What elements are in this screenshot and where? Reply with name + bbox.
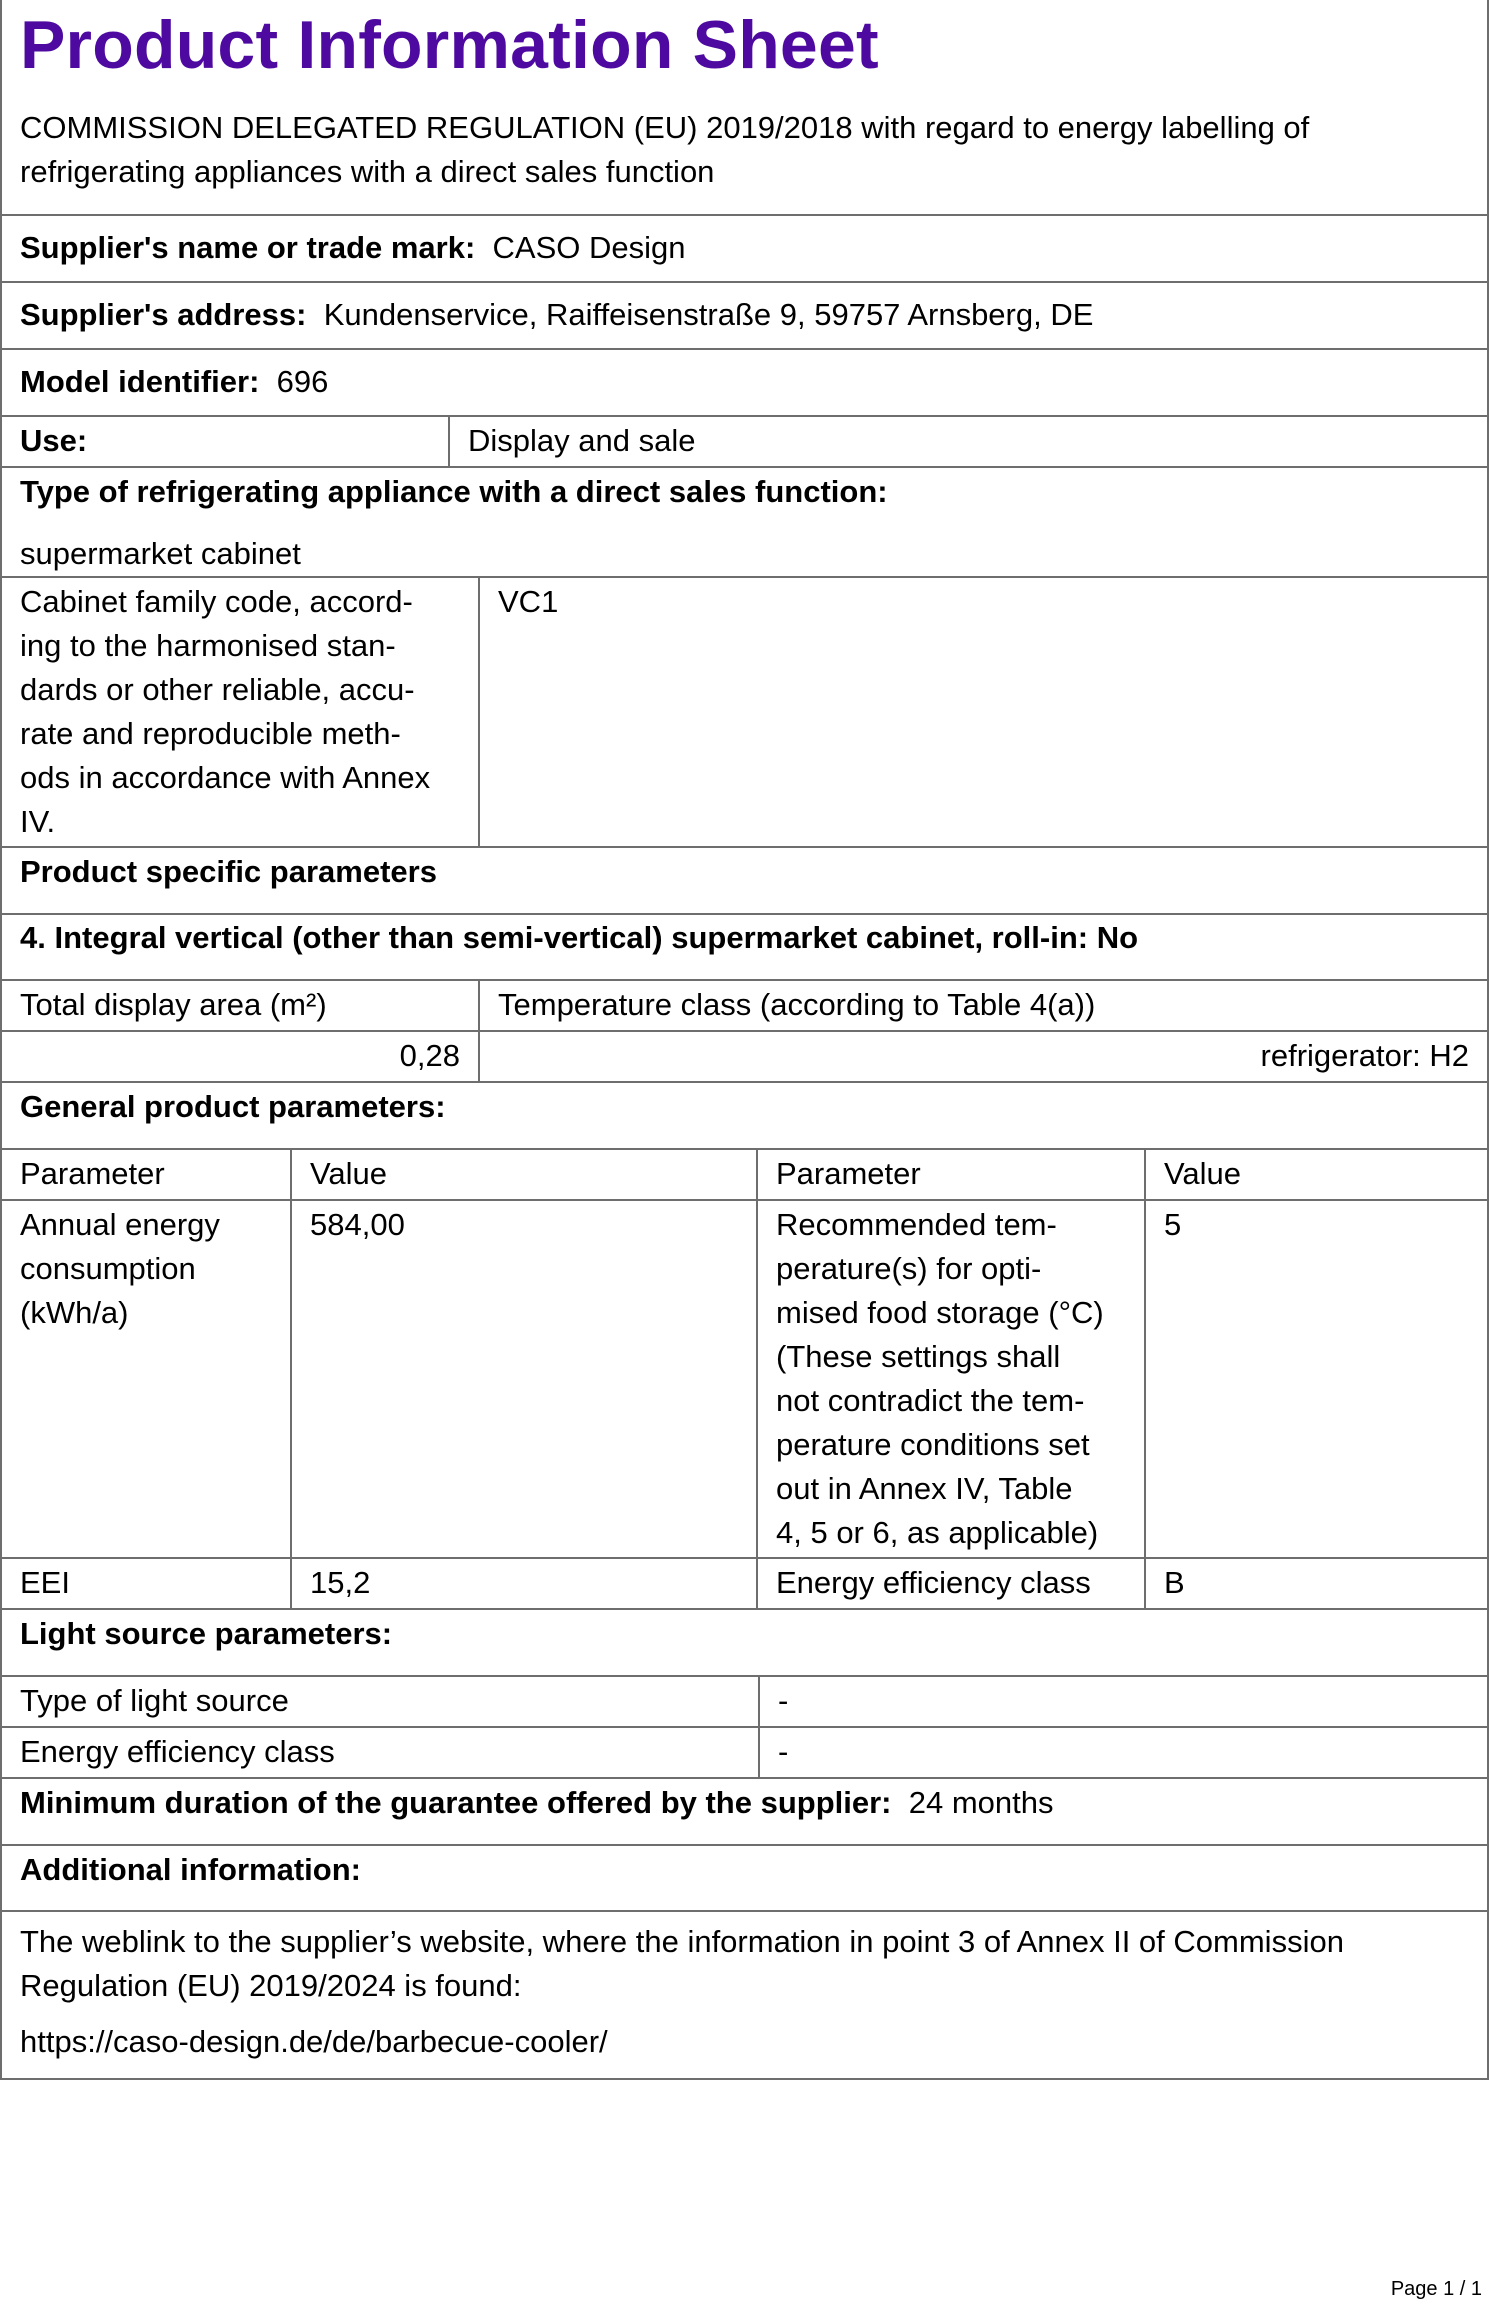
annual-energy-label: Annual energy consumption (kWh/a) (20, 1207, 220, 1330)
annual-energy-value: 584,00 (290, 1201, 756, 1557)
supplier-name-label: Supplier's name or trade mark: (20, 230, 476, 265)
temperature-class-value: refrigerator: H2 (478, 1032, 1487, 1081)
cabinet-family-label: Cabinet family code, accord- ing to the harmonised stan- dards or other reliable, accu- rate and reproducible meth- ods in accordance with Annex IV. (20, 584, 431, 839)
use-row (2, 415, 1487, 466)
appliance-type-row (2, 466, 1487, 576)
guarantee-row (2, 1777, 1487, 1844)
display-area-value: 0,28 (399, 1038, 460, 1073)
regulation-row (2, 96, 1487, 214)
display-area-header-row (2, 979, 1487, 1030)
use-value: Display and sale (448, 417, 1487, 466)
appliance-type-label: Type of refrigerating appliance with a direct sales function: (20, 474, 888, 509)
guarantee-value: 24 months (908, 1785, 1054, 1820)
col-parameter-1: Parameter (20, 1156, 165, 1191)
use-label: Use: (20, 423, 88, 458)
recommended-temp-value: 5 (1144, 1201, 1487, 1557)
model-identifier-row (2, 348, 1487, 415)
general-header-row (2, 1148, 1487, 1199)
product-specific-heading-row (2, 846, 1487, 913)
general-heading-row (2, 1081, 1487, 1148)
general-heading: General product parameters: (20, 1089, 446, 1124)
cabinet-type-row (2, 913, 1487, 979)
page-title: Product Information Sheet (20, 7, 879, 83)
supplier-address-row (2, 281, 1487, 348)
light-class-row (2, 1726, 1487, 1777)
temperature-class-label: Temperature class (according to Table 4(a)) (478, 981, 1487, 1030)
energy-class-value: B (1144, 1559, 1487, 1608)
col-parameter-2: Parameter (756, 1150, 1144, 1199)
appliance-type-value: supermarket cabinet (20, 536, 301, 571)
light-class-label: Energy efficiency class (20, 1734, 335, 1769)
page-number: Page 1 / 1 (1390, 2278, 1482, 2300)
energy-class-label: Energy efficiency class (756, 1559, 1144, 1608)
eei-row (2, 1557, 1487, 1608)
supplier-name-row (2, 214, 1487, 281)
light-heading: Light source parameters: (20, 1616, 393, 1651)
additional-info-row (2, 1910, 1487, 2078)
eei-value: 15,2 (290, 1559, 756, 1608)
title-row (2, 0, 1487, 96)
model-identifier-label: Model identifier: (20, 364, 260, 399)
weblink-url[interactable]: https://caso-design.de/de/barbecue-cooler/ (20, 2024, 608, 2059)
col-value-2: Value (1144, 1150, 1487, 1199)
cabinet-type-text: 4. Integral vertical (other than semi-vertical) supermarket cabinet, roll-in: No (20, 920, 1139, 955)
recommended-temp-label: Recommended tem- perature(s) for opti- mised food storage (°C) (These settings shall not contradict the tem- perature conditions set out in Annex IV, Table 4, 5 or 6, as applicable) (756, 1201, 1144, 1557)
light-class-value: - (758, 1728, 1487, 1777)
light-heading-row (2, 1608, 1487, 1675)
display-area-value-row (2, 1030, 1487, 1081)
weblink-description: The weblink to the supplier’s website, where the information in point 3 of Annex II of Commission Regulation (EU) 2019/2024 is found: (20, 1924, 1344, 2003)
light-type-value: - (758, 1677, 1487, 1726)
regulation-text: COMMISSION DELEGATED REGULATION (EU) 2019/2018 with regard to energy labelling of refrigerating appliances with a direct sales function (20, 110, 1310, 189)
additional-heading: Additional information: (20, 1852, 361, 1887)
cabinet-family-value: VC1 (478, 578, 1487, 846)
product-specific-heading: Product specific parameters (20, 854, 437, 889)
light-type-row (2, 1675, 1487, 1726)
energy-consumption-row (2, 1199, 1487, 1557)
guarantee-label: Minimum duration of the guarantee offered by the supplier: (20, 1785, 892, 1820)
supplier-address-label: Supplier's address: (20, 297, 307, 332)
display-area-label: Total display area (m²) (20, 987, 327, 1022)
model-identifier-value: 696 (276, 364, 329, 399)
light-type-label: Type of light source (20, 1683, 289, 1718)
supplier-address-value: Kundenservice, Raiffeisenstraße 9, 59757 Arnsberg, DE (323, 297, 1094, 332)
eei-label: EEI (20, 1565, 70, 1600)
additional-heading-row (2, 1844, 1487, 1910)
supplier-name-value: CASO Design (492, 230, 686, 265)
col-value-1: Value (290, 1150, 756, 1199)
cabinet-family-row (2, 576, 1487, 846)
